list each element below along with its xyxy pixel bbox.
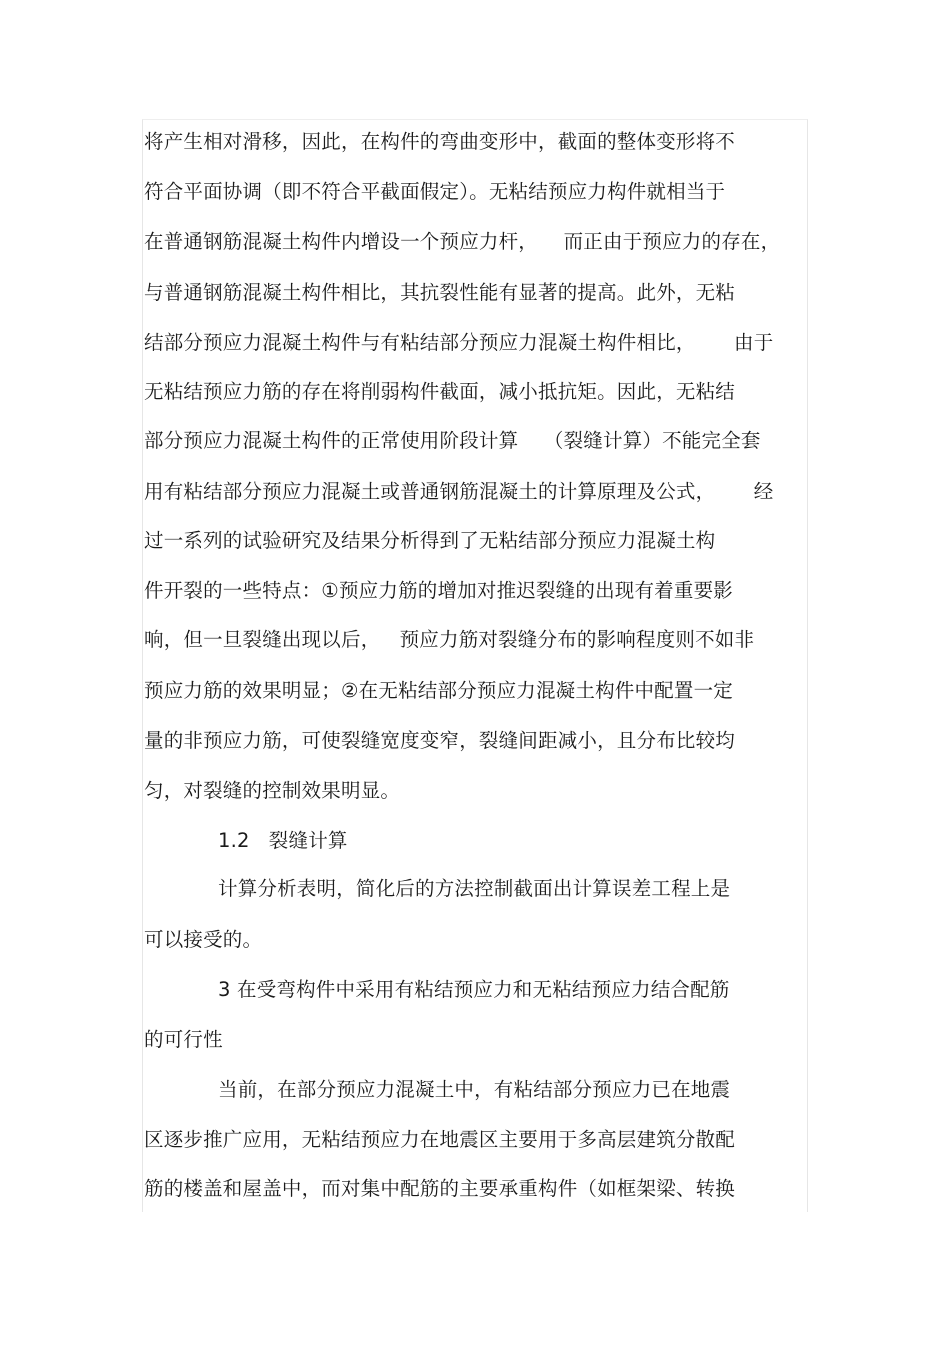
text-line: 量的非预应力筋，可使裂缝宽度变窄，裂缝间距减小，且分布比较均	[144, 729, 736, 752]
text-line: 结部分预应力混凝土构件与有粘结部分预应力混凝土构件相比， 由于	[144, 331, 774, 354]
text-line: 过一系列的试验研究及结果分析得到了无粘结部分预应力混凝土构	[144, 529, 716, 552]
paragraph-line: 当前，在部分预应力混凝土中，有粘结部分预应力已在地震	[218, 1078, 731, 1101]
text-line: 将产生相对滑移，因此，在构件的弯曲变形中，截面的整体变形将不	[144, 130, 736, 153]
paragraph-line: 筋的楼盖和屋盖中，而对集中配筋的主要承重构件（如框架梁、转换	[144, 1177, 736, 1200]
section-heading: 3 在受弯构件中采用有粘结预应力和无粘结预应力结合配筋	[218, 978, 730, 1001]
text-line: 无粘结预应力筋的存在将削弱构件截面，减小抵抗矩。因此，无粘结	[144, 380, 736, 403]
paragraph-line: 可以接受的。	[144, 928, 263, 951]
text-line: 匀，对裂缝的控制效果明显。	[144, 779, 401, 802]
text-line: 预应力筋的效果明显；②在无粘结部分预应力混凝土构件中配置一定	[144, 679, 733, 702]
text-line: 在普通钢筋混凝土构件内增设一个预应力杆， 而正由于预应力的存在，	[144, 230, 781, 253]
text-line: 部分预应力混凝土构件的正常使用阶段计算 （裂缝计算）不能完全套	[144, 429, 761, 452]
section-heading: 的可行性	[144, 1028, 223, 1051]
text-line: 与普通钢筋混凝土构件相比，其抗裂性能有显著的提高。此外，无粘	[144, 281, 736, 304]
section-heading: 1.2 裂缝计算	[218, 829, 348, 852]
text-line: 件开裂的一些特点：①预应力筋的增加对推迟裂缝的出现有着重要影	[144, 579, 733, 602]
paragraph-line: 计算分析表明，简化后的方法控制截面出计算误差工程上是	[218, 877, 731, 900]
paragraph-line: 区逐步推广应用，无粘结预应力在地震区主要用于多高层建筑分散配	[144, 1128, 736, 1151]
text-line: 用有粘结部分预应力混凝土或普通钢筋混凝土的计算原理及公式， 经	[144, 480, 774, 503]
text-line: 符合平面协调（即不符合平截面假定）。无粘结预应力构件就相当于	[144, 180, 726, 203]
text-line: 响，但一旦裂缝出现以后， 预应力筋对裂缝分布的影响程度则不如非	[144, 628, 755, 651]
